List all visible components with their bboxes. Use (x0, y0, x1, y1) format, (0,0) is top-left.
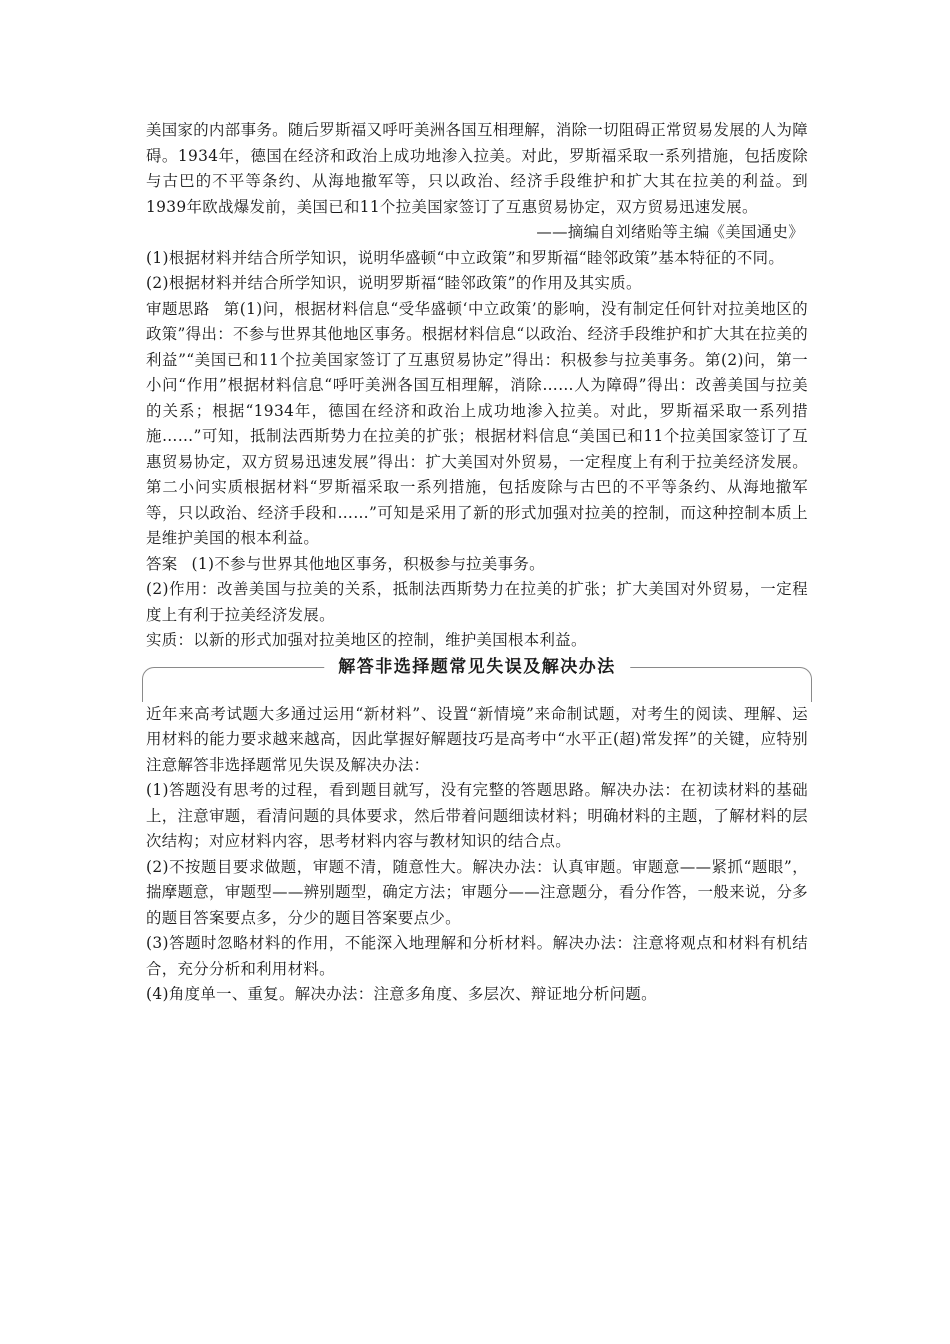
answer-part-1-text: (1)不参与世界其他地区事务，积极参与拉美事务。 (191, 554, 545, 573)
section-title: 解答非选择题常见失误及解决办法 (324, 655, 630, 680)
material-source: ——摘编自刘绪贻等主编《美国通史》 (536, 223, 804, 241)
answer-part-1 (146, 552, 808, 578)
answer-part-2: (2)作用：改善美国与拉美的关系，抵制法西斯势力在拉美的扩张；扩大美国对外贸易，一定程度上有利于拉美经济发展。 (146, 580, 808, 624)
section-header (142, 655, 812, 699)
section-intro: 近年来高考试题大多通过运用“新材料”、设置“新情境”来命制试题，对考生的阅读、理解、运用材料的能力要求越来越高，因此掌握好解题技巧是高考中“水平正(超)常发挥”的关键，应特别注意解答非选择题常见失误及解决办法： (146, 704, 808, 774)
document-content (146, 118, 808, 1008)
section-item-1: (1)答题没有思考的过程，看到题目就写，没有完整的答题思路。解决办法：在初读材料的基础上，注意审题，看清问题的具体要求，然后带着问题细读材料；明确材料的主题，了解材料的层次结构；对应材料内容，思考材料内容与教材知识的结合点。 (146, 781, 808, 850)
section-item-3: (3)答题时忽略材料的作用，不能深入地理解和分析材料。解决办法：注意将观点和材料有机结合，充分分析和利用材料。 (146, 934, 808, 978)
question-2: (2)根据材料并结合所学知识，说明罗斯福“睦邻政策”的作用及其实质。 (146, 274, 642, 292)
answer-essence: 实质：以新的形式加强对拉美地区的控制，维护美国根本利益。 (146, 631, 587, 649)
analysis-paragraph (146, 297, 808, 552)
section-item-4: (4)角度单一、重复。解决办法：注意多角度、多层次、辩证地分析问题。 (146, 985, 657, 1003)
material-paragraph: 美国家的内部事务。随后罗斯福又呼吁美洲各国互相理解，消除一切阻碍正常贸易发展的人为障碍。1934年，德国在经济和政治上成功地渗入拉美。对此，罗斯福采取一系列措施，包括废除与古巴的不平等条约、从海地撤军等，只以政治、经济手段维护和扩大其在拉美的利益。到1939年欧战爆发前，美国已和11个拉美国家签订了互惠贸易协定，双方贸易迅速发展。 (146, 121, 808, 216)
analysis-text: 第(1)问，根据材料信息“受华盛顿‘中立政策’的影响，没有制定任何针对拉美地区的政策”得出：不参与世界其他地区事务。根据材料信息“以政治、经济手段维护和扩大其在拉美的利益”“美国已和11个拉美国家签订了互惠贸易协定”得出：积极参与拉美事务。第(2)问，第一小问“作用”根据材料信息“呼吁美洲各国互相理解，消除……人为障碍”得出：改善美国与拉美的关系；根据“1934年，德国在经济和政治上成功地渗入拉美。对此，罗斯福采取一系列措施……”可知，抵制法西斯势力在拉美的扩张；根据材料信息“美国已和11个拉美国家签订了互惠贸易协定，双方贸易迅速发展”得出：扩大美国对外贸易，一定程度上有利于拉美经济发展。第二小问实质根据材料“罗斯福采取一系列措施，包括废除与古巴的不平等条约、从海地撤军等，只以政治、经济手段和……”可知是采用了新的形式加强对拉美的控制，而这种控制本质上是维护美国的根本利益。 (146, 299, 808, 547)
question-1: (1)根据材料并结合所学知识，说明华盛顿“中立政策”和罗斯福“睦邻政策”基本特征的不同。 (146, 248, 785, 267)
analysis-label: 审题思路 (146, 299, 210, 318)
section-item-2: (2)不按题目要求做题，审题不清，随意性大。解决办法：认真审题。审题意——紧抓“题眼”，揣摩题意，审题型——辨别题型，确定方法；审题分——注意题分，看分作答，一般来说，分多的题目答案要点多，分少的题目答案要点少。 (146, 857, 808, 927)
answer-label: 答案 (146, 554, 178, 573)
